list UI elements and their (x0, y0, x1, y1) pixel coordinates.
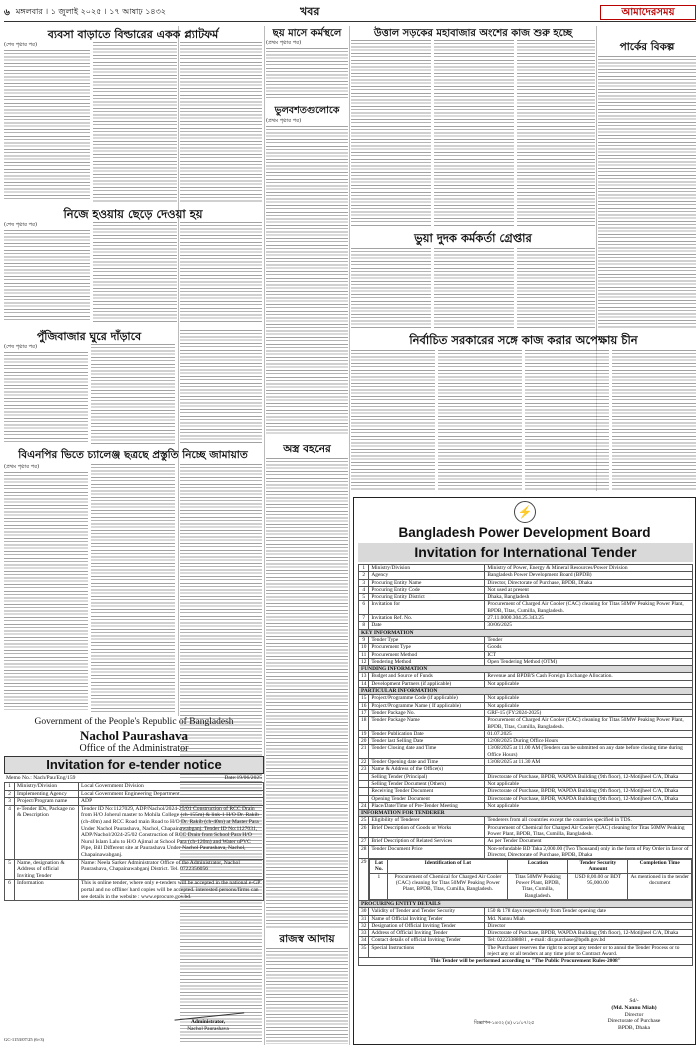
headline: ছয় মাসে কর্মস্থলে (272, 28, 342, 39)
row-key: Date (369, 622, 485, 629)
row-key: Development Partners (if applicable) (369, 680, 485, 687)
lot-header-row (359, 859, 693, 901)
article-text (266, 40, 348, 100)
table-row (359, 817, 693, 824)
nachol-office: Office of the Administrator (79, 743, 189, 754)
lot-head (370, 860, 692, 874)
row-number: 26 (359, 824, 369, 838)
column-rule (178, 26, 179, 716)
row-number: 10 (359, 644, 369, 651)
row-key: Project/Programme Code (if applicable) (369, 695, 485, 702)
row-number (359, 773, 369, 780)
row-number: 30 (359, 908, 369, 915)
lot-location: Titas 50MW Peaking Power Plant, BPDB, Titas, Cumilla, Bangladesh. (508, 873, 568, 899)
row-key: Selling Tender Document (Others) (369, 780, 485, 787)
headline: ভুলবশতগুলোকে (274, 105, 340, 116)
sig-line: Directorate of Purchase (607, 1018, 661, 1025)
article-text (266, 458, 348, 928)
row-number: 25 (359, 817, 369, 824)
row-key: Tender Opening date and Time (369, 759, 485, 766)
row-value: Not applicable (485, 780, 693, 787)
brand-logo: আমাদেরসময় (600, 5, 696, 20)
table-row (359, 709, 693, 716)
table-row (359, 629, 693, 636)
column-rule (349, 26, 350, 1045)
nachol-tender-notice (4, 717, 264, 1045)
nachol-signature (154, 1019, 262, 1032)
row-value: Directorate of Purchase, BPDB, WAPDA Building (9th floor), 12-Motijheel C/A, Dhaka (485, 773, 693, 780)
nachol-date: Date:19/06/2025 (224, 775, 262, 781)
headline: ভুয়া দুদক কর্মকর্তা গ্রেপ্তার (414, 231, 532, 245)
article-text (91, 344, 175, 444)
row-number: 24 (359, 802, 369, 809)
row-value: 30/06/2025 (485, 622, 693, 629)
location-header: Location (508, 860, 568, 874)
date-line: মঙ্গলবার । ১ জুলাই ২০২৫ । ১৭ আষাঢ় ১৪৩২ (15, 7, 166, 16)
article-text (598, 56, 696, 328)
table-row (359, 658, 693, 665)
row-key: Brief Description of Goods or Works (369, 824, 485, 838)
article-text (93, 222, 177, 322)
table-row (359, 795, 693, 802)
article-text (517, 248, 595, 328)
table-row (359, 773, 693, 780)
row-number: 11 (359, 651, 369, 658)
table-row (359, 788, 693, 795)
table-row (359, 810, 693, 817)
table-row (359, 780, 693, 787)
table-row (359, 673, 693, 680)
article-text (438, 350, 522, 490)
nachol-gov: Government of the People's Republic of Bangladesh (34, 717, 234, 727)
row-value: Open Tendering Method (OTM) (485, 658, 693, 665)
row-number: 21 (359, 745, 369, 759)
row-value: Md. Nannu Miah (485, 915, 693, 922)
nachol-title: Invitation for e-tender notice (4, 756, 264, 774)
bpdb-emblem-icon: ⚡ (514, 501, 536, 523)
table-row (359, 688, 693, 695)
row-value: Not used at present (485, 586, 693, 593)
row-number: 2 (5, 790, 15, 798)
row-number: 3 (359, 579, 369, 586)
row-value: Ministry of Power, Energy & Mineral Resources/Power Division (485, 565, 693, 572)
table-row (359, 666, 693, 673)
row-value: This is online tender, where only e-tenders will be accepted in the national e-GP portal and no offline/ hard copies will be accepted. interested persons/firms can see details in the website : www.eprocure.gov.bd. (79, 880, 264, 901)
table-row (359, 702, 693, 709)
sig-line: Nachol Paurashava (187, 1025, 229, 1032)
lot-security: USD 8,00.00 or BDT 95,000.00 (568, 873, 628, 899)
row-value: Tenderers from all countries except the countries specified in TDS. (485, 817, 693, 824)
row-key: Tender Package No. (369, 709, 485, 716)
row-value: Name: Neela Sarker Administrator Office of the Administrator, Nachol Paurashava, Chapainawabganj District. Tel. 0722356056 (79, 859, 264, 880)
row-number: 4 (359, 586, 369, 593)
article-text (525, 350, 609, 490)
row-key: Tender Type (369, 636, 485, 643)
article-text (434, 248, 514, 328)
nachol-ref: GC-1153/07/25 (6×3) (4, 1037, 45, 1042)
table-row (359, 937, 693, 944)
section-title: খবর (300, 5, 320, 18)
row-value: Tel: 02223388081 , e-mail: dir.purchase@bpdb.gov.bd (485, 937, 693, 944)
row-value: 150 & 178 days respectively from Tender opening date (485, 908, 693, 915)
table-row (359, 824, 693, 838)
article-text (351, 350, 435, 490)
row-key: Procurement Method (369, 651, 485, 658)
row-value: 13/08/2025 at 11.30 AM (485, 759, 693, 766)
row-key: Budget and Source of Funds (369, 673, 485, 680)
article-text (612, 350, 696, 490)
headline: ব্যবসা বাড়াতে বিল্ডারের একক প্ল্যাটফর্ম (47, 28, 219, 41)
table-row (359, 730, 693, 737)
row-key: Invitation for (369, 601, 485, 615)
row-number: 28 (359, 845, 369, 859)
row-value: 12/08/2025 During Office Hours (485, 738, 693, 745)
row-key: Ministry/Division (369, 565, 485, 572)
row-value: 01.07.2025 (485, 730, 693, 737)
table-row (359, 766, 693, 773)
table-row (359, 717, 693, 731)
sig-line: Administrator, (190, 1019, 226, 1025)
page-number: ৬ (4, 8, 10, 18)
headline: নিজে হওয়ায় ছেড়ে দেওয়া হয় (63, 207, 203, 221)
article-lead: (প্রথম পৃষ্ঠার পর) (266, 40, 302, 46)
row-key: e-Tender IDs, Package no & Description (15, 805, 79, 859)
article-text (93, 42, 177, 202)
row-key: Validity of Tender and Tender Security (369, 908, 485, 915)
sig-line: Director (624, 1011, 644, 1018)
table-row (359, 622, 693, 629)
sig-name: (Md. Nannu Miah) (611, 1004, 657, 1011)
row-key: Ministry/Division (15, 783, 79, 791)
lot-no: 1 (370, 873, 388, 899)
article-text (351, 40, 431, 226)
table-row (5, 859, 264, 880)
article-text (4, 222, 90, 322)
row-key: Project/Program name (15, 798, 79, 806)
row-key: Contact details of official Inviting Tender (369, 937, 485, 944)
lot-table-cell (369, 859, 693, 901)
row-key: Tender Package Name (369, 717, 485, 731)
table-row (359, 838, 693, 845)
row-number: 12 (359, 658, 369, 665)
row-key: Name of Official Inviting Tender (369, 915, 485, 922)
row-value: As per Tender Document (485, 838, 693, 845)
headline: অস্ত্র বহনের (283, 443, 331, 455)
bpdb-table (358, 564, 693, 966)
row-key: Selling Tender (Principal) (369, 773, 485, 780)
bpdb-subtitle: Invitation for International Tender (358, 543, 693, 562)
row-number: 8 (359, 622, 369, 629)
headline: রাজস্ব আদায় (279, 933, 335, 945)
nachol-table (4, 782, 264, 901)
article-lead: (শেষ পৃষ্ঠার পর) (4, 222, 38, 228)
row-key: Opening Tender Document (369, 795, 485, 802)
row-number: 16 (359, 702, 369, 709)
article-text (180, 42, 262, 202)
table-row (359, 579, 693, 586)
headline: বিএনপির ভিতে চ্যালেঞ্জ ছত্রছে প্রস্তুতি নিচ্ছে জামায়াত (18, 449, 248, 461)
row-number (359, 780, 369, 787)
table-row (359, 594, 693, 601)
row-number: 32 (359, 922, 369, 929)
table-row (359, 572, 693, 579)
row-value: The Purchaser reserves the right to accept any tender or to annul the Tender Process or to reject any or all tenders at any time prior to Contract Award. (485, 944, 693, 958)
table-row (359, 601, 693, 615)
row-number: 17 (359, 709, 369, 716)
row-key: Implementing Agency (15, 790, 79, 798)
table-row (359, 680, 693, 687)
table-row (5, 805, 264, 859)
article-text (180, 222, 262, 322)
row-value: Director (485, 922, 693, 929)
article-text (351, 248, 431, 328)
lot-identification: Procurement of Chemical for Charged Air Cooler (CAC) cleaning for Titas 50MW Peaking Power Plant, BPDB, Titas, Cumilla, Bangladesh. (388, 873, 508, 899)
row-key: Tender last Selling Date (369, 738, 485, 745)
table-row (359, 636, 693, 643)
row-number: 13 (359, 673, 369, 680)
row-number: 35 (359, 944, 369, 958)
row-key: Procuring Entity District (369, 594, 485, 601)
row-number: 6 (5, 880, 15, 901)
row-value: Procurement of Charged Air Cooler (CAC) cleaning for Titas 50MW Peaking Power Plant, BPDB, Titas, Cumilla, Bangladesh. (485, 717, 693, 731)
table-row (359, 586, 693, 593)
sig-line: BPDB, Dhaka (617, 1025, 650, 1032)
table-row (359, 745, 693, 759)
table-row (359, 922, 693, 929)
row-number: 5 (5, 859, 15, 880)
row-key: Address of Official Inviting Tender (369, 930, 485, 937)
row-number: 23 (359, 766, 369, 773)
row-number: 5 (359, 594, 369, 601)
row-value: Not applicable (485, 702, 693, 709)
sig-line: Sd/- (629, 998, 639, 1004)
table-row (359, 565, 693, 572)
row-number: 14 (359, 680, 369, 687)
table-row (359, 695, 693, 702)
row-key: Tender Document Price (369, 845, 485, 859)
table-row (5, 790, 264, 798)
headline: নির্বাচিত সরকারের সঙ্গে কাজ করার অপেক্ষায় চীন (409, 333, 638, 347)
row-number: 20 (359, 738, 369, 745)
row-key: Agency (369, 572, 485, 579)
lot-row (370, 873, 692, 899)
article-text (4, 464, 88, 712)
row-number: 19 (359, 730, 369, 737)
row-value: Not applicable (485, 695, 693, 702)
row-key: Procuring Entity Code (369, 586, 485, 593)
footer-note-row (359, 958, 693, 965)
row-value: Goods (485, 644, 693, 651)
article-text (4, 344, 88, 444)
row-value: Local Government Engineering Department (79, 790, 264, 798)
row-value: Directorate of Purchase, BPDB, WAPDA Building (9th floor), 12-Motijheel C/A, Dhaka (485, 930, 693, 937)
row-value: ICT (485, 651, 693, 658)
row-value: Non-refundable BD Taka 2,000.00 (Two Thousand) only in the form of Pay Order in favor of Director, Directorate of Purchase, BPDB, Dhaka (485, 845, 693, 859)
row-number: 1 (5, 783, 15, 791)
row-number: 15 (359, 695, 369, 702)
row-value: ADP (79, 798, 264, 806)
table-row (359, 615, 693, 622)
row-number: 3 (5, 798, 15, 806)
row-value: 13/08/2025 at 11.00 AM (Tenders can be submitted on any date before closing time during Office Hours) (485, 745, 693, 759)
row-key: Tender Publication Date (369, 730, 485, 737)
bpdb-ref: বিজ্ঞাপন-১৪৩২ (৪) ০১/০৭/২৫ (474, 1021, 535, 1026)
bpdb-title: Bangladesh Power Development Board (398, 525, 651, 540)
article-text (4, 42, 90, 202)
article-text (180, 330, 262, 444)
row-number: 7 (359, 615, 369, 622)
row-value: Director, Directorate of Purchase, BPDB, Dhaka (485, 579, 693, 586)
row-number: 22 (359, 759, 369, 766)
row-value: GRF-15 (FY:2024-2025) (485, 709, 693, 716)
nachol-memo: Memo No.: Nach/Pau/Eng/159 (6, 775, 76, 781)
row-number: 2 (359, 572, 369, 579)
row-key: Receiving Tender Document (369, 788, 485, 795)
article-lead: (শেষ পৃষ্ঠার পর) (4, 42, 38, 48)
row-value: Revenue and BPDB'S Cash Foreign Exchange Allocation. (485, 673, 693, 680)
table-row (359, 759, 693, 766)
row-value: Not applicable (485, 802, 693, 809)
row-number (359, 788, 369, 795)
lot-completion: As mentioned in the tender document (628, 873, 692, 899)
row-value: Directorate of Purchase, BPDB, WAPDA Building (9th floor), 12-Motijheel C/A, Dhaka (485, 795, 693, 802)
row-value: Local Government Division (79, 783, 264, 791)
section-header: FUNDING INFORMATION (359, 666, 693, 673)
table-row (5, 783, 264, 791)
nachol-memo-row (4, 775, 264, 782)
completion-header: Completion Time (628, 860, 692, 874)
headline: পুঁজিবাজার ঘুরে দাঁড়াবে (36, 330, 142, 343)
table-row (359, 644, 693, 651)
row-key: Designation of Official Inviting Tender (369, 922, 485, 929)
article-text (517, 40, 595, 226)
row-number: 4 (5, 805, 15, 859)
section-header: KEY INFORMATION (359, 629, 693, 636)
masthead (4, 4, 696, 22)
identification-header: Identification of Lot (388, 860, 508, 874)
lot-no-header: Lot No. (370, 860, 388, 874)
article-text (434, 40, 514, 226)
table-row (359, 944, 693, 958)
row-number: 27 (359, 838, 369, 845)
article-text (266, 948, 348, 1044)
nachol-name: Nachol Paurashava (80, 728, 188, 743)
row-key: Tender Closing date and Time (369, 745, 485, 759)
section-header: INFORMATION FOR TENDERER (359, 810, 693, 817)
row-key: Invitation Ref. No. (369, 615, 485, 622)
row-key: Procuring Entity Name (369, 579, 485, 586)
lot-table (369, 859, 692, 900)
row-key: Name & Address of the Office(s) (369, 766, 485, 773)
row-value: Dhaka, Bangladesh (485, 594, 693, 601)
table-row (5, 798, 264, 806)
row-number: 9 (359, 636, 369, 643)
headline: উত্তাল সড়কের মহাবাজার অংশের কাজ শুরু হচ্ছে (373, 28, 573, 39)
row-value: Directorate of Purchase, BPDB, WAPDA Building (9th floor), 12-Motijheel C/A, Dhaka (485, 788, 693, 795)
row-key: Name, designation & Address of official Inviting Tender (15, 859, 79, 880)
row-key: Tendering Method (369, 658, 485, 665)
article-lead: (প্রথম পৃষ্ঠার পর) (4, 464, 40, 470)
row-key: Project/Programme Name ( If applicable) (369, 702, 485, 709)
headline: পার্কের বিকল্প (619, 41, 675, 53)
row-value: Bangladesh Power Development Board (BPDB) (485, 572, 693, 579)
table-row (359, 908, 693, 915)
row-key: Place/Date/Time of Pre-Tender Meeting (369, 802, 485, 809)
row-value: Not applicable (485, 680, 693, 687)
row-number: 1 (359, 565, 369, 572)
row-value: Tender ID No:1127029, ADP/Nachol/2024-25/01 Construction of RCC Drain from H/O Joherul master to Mohila College (ch-155m) & link-1 H/O Dr. Rakib (ch-40m) and RCC Road main Road to H/O Dr. Rakib (ch-40m) at Master Para Under Nachol Paurashava, Nachol, Chapainawabganj. Tender ID No:1127031, ADP/Nachol/2024-25/02 Construction of RCC Drain from School Para H/O Nurul Islam Lalu to H/O Ajimal at School Para (ch-120m) and Water uPVC Pipe, Bill Different site at Paurashava Under Nachol Paurashava, Nachol, Chapainawabganj. (79, 805, 264, 859)
row-number: 33 (359, 930, 369, 937)
section-header: PARTICULAR INFORMATION (359, 688, 693, 695)
table-row (359, 845, 693, 859)
bpdb-signature (579, 998, 689, 1032)
section-header: PROCURING ENTITY DETAILS (359, 900, 693, 907)
row-key: Information (15, 880, 79, 901)
row-number: 34 (359, 937, 369, 944)
table-row (359, 915, 693, 922)
row-number: 18 (359, 717, 369, 731)
row-key: Procurement Type (369, 644, 485, 651)
table-row (359, 738, 693, 745)
table-row (359, 900, 693, 907)
row-number (359, 795, 369, 802)
row-key: Brief Description of Related Services (369, 838, 485, 845)
row-value: 27.11.0000.304.25.343.25 (485, 615, 693, 622)
row-value: Tender (485, 636, 693, 643)
article-lead: (প্রথম পৃষ্ঠার পর) (266, 118, 302, 124)
article-lead: (শেষ পৃষ্ঠার পর) (4, 344, 38, 350)
security-header: Tender Security Amount (568, 860, 628, 874)
row-key: Special Instructions (369, 944, 485, 958)
row-key: Eligibility of Tenderer (369, 817, 485, 824)
row-value (485, 766, 693, 773)
row-value: Procurement of Charged Air Cooler (CAC) cleaning for Titas 50MW Peaking Power Plant, BPDB, Titas, Cumilla, Bangladesh. (485, 601, 693, 615)
row-number: 31 (359, 915, 369, 922)
column-rule (264, 26, 265, 1045)
footer-note: This Tender will be performed according to "The Public Procurement Rules-2008" (359, 958, 693, 965)
article-text (266, 118, 348, 436)
row-number: 6 (359, 601, 369, 615)
table-row (5, 880, 264, 901)
row-number: 29 (359, 859, 369, 901)
table-row (359, 651, 693, 658)
row-value: Procurement of Chemical for Charged Air Cooler (CAC) cleaning for Titas 50MW Peaking Power Plant, BPDB, Titas, Cumilla, Bangladesh. (485, 824, 693, 838)
table-row (359, 802, 693, 809)
table-row (359, 930, 693, 937)
bpdb-tender-notice (353, 497, 696, 1045)
article-text (91, 464, 175, 712)
